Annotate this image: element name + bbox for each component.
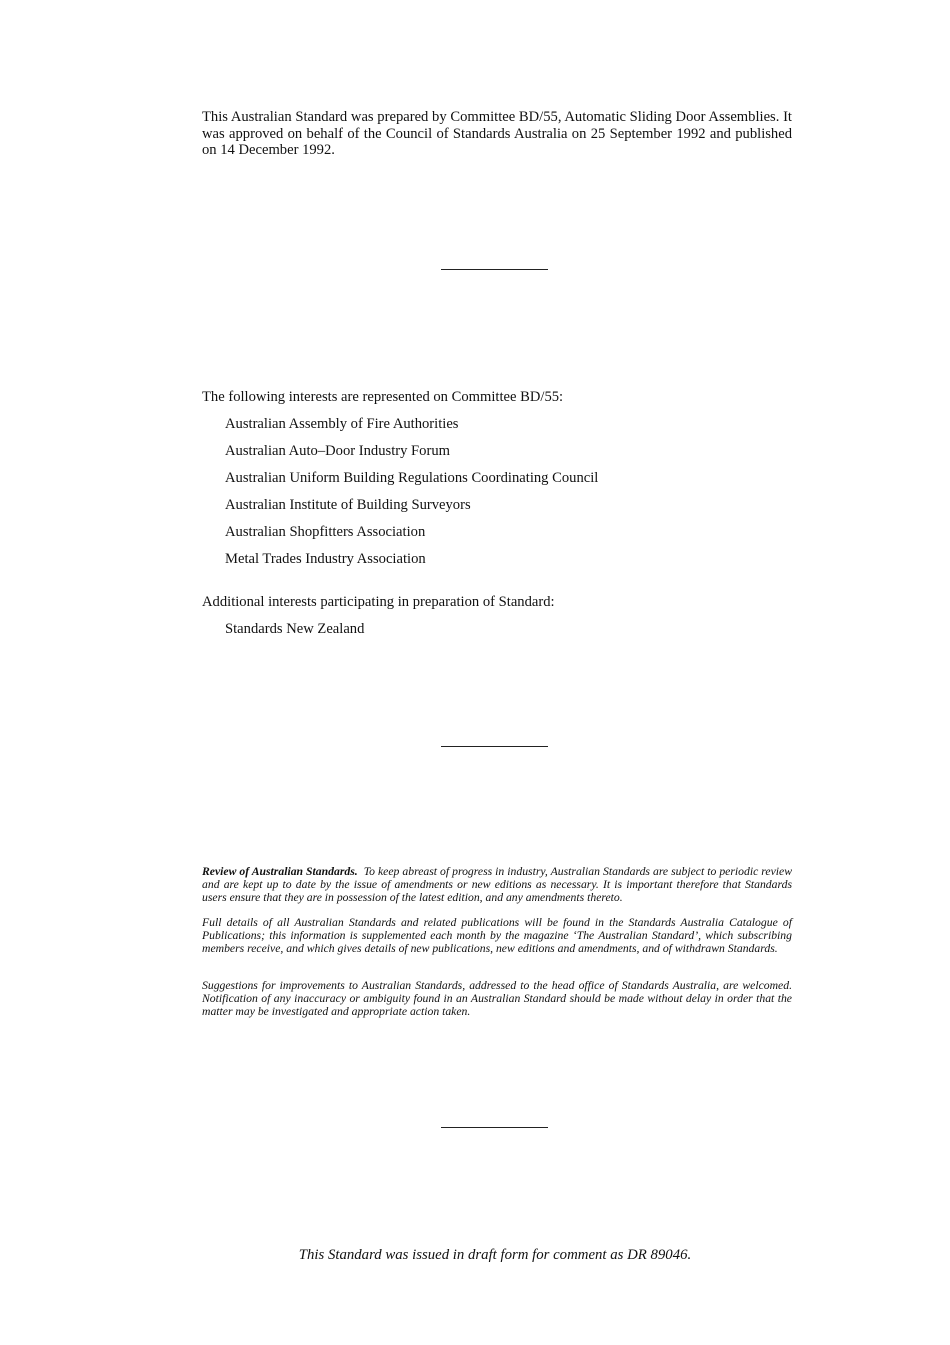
additional-interests-heading: Additional interests participating in preparation of Standard: (202, 594, 555, 610)
committee-member: Australian Shopfitters Association (225, 524, 426, 540)
divider-rule-1 (441, 269, 548, 270)
suggestions-paragraph: Suggestions for improvements to Australian Standards, addressed to the head office of Standards Australia, are welcomed. Notification of any inaccuracy or ambiguity found in an Australian Standard should be made without delay in order that the matter may be investigated and appropriate action taken. (202, 979, 792, 1018)
review-text: To keep abreast of progress in industry, Australian Standards are subject to periodic review and are kept up to date by the issue of amendments or new editions as necessary. It is important therefore that Standards users ensure that they are in possession of the latest edition, and any amendments thereto. (202, 865, 792, 904)
review-paragraph (202, 865, 792, 904)
draft-note: This Standard was issued in draft form for comment as DR 89046. (298, 1247, 692, 1263)
review-title: Review of Australian Standards. (202, 865, 358, 878)
additional-member: Standards New Zealand (225, 621, 365, 637)
committee-member: Australian Uniform Building Regulations Coordinating Council (225, 470, 599, 486)
preparation-statement: This Australian Standard was prepared by Committee BD/55, Automatic Sliding Door Assemblies. It was approved on behalf of the Council of Standards Australia on 25 September 1992 and published on 14 December 1992. (202, 109, 792, 158)
divider-rule-3 (441, 1127, 548, 1128)
committee-member: Metal Trades Industry Association (225, 551, 426, 567)
committee-member: Australian Auto–Door Industry Forum (225, 443, 450, 459)
committee-member: Australian Assembly of Fire Authorities (225, 416, 459, 432)
catalogue-paragraph: Full details of all Australian Standards and related publications will be found in the Standards Australia Catalogue of Publications; this information is supplemented each month by the magazine ‘The Australian Standard’, which subscribing members receive, and which gives details of new publications, new editions and amendments, and of withdrawn Standards. (202, 916, 792, 955)
committee-member: Australian Institute of Building Surveyors (225, 497, 471, 513)
committee-heading: The following interests are represented on Committee BD/55: (202, 389, 564, 405)
divider-rule-2 (441, 746, 548, 747)
